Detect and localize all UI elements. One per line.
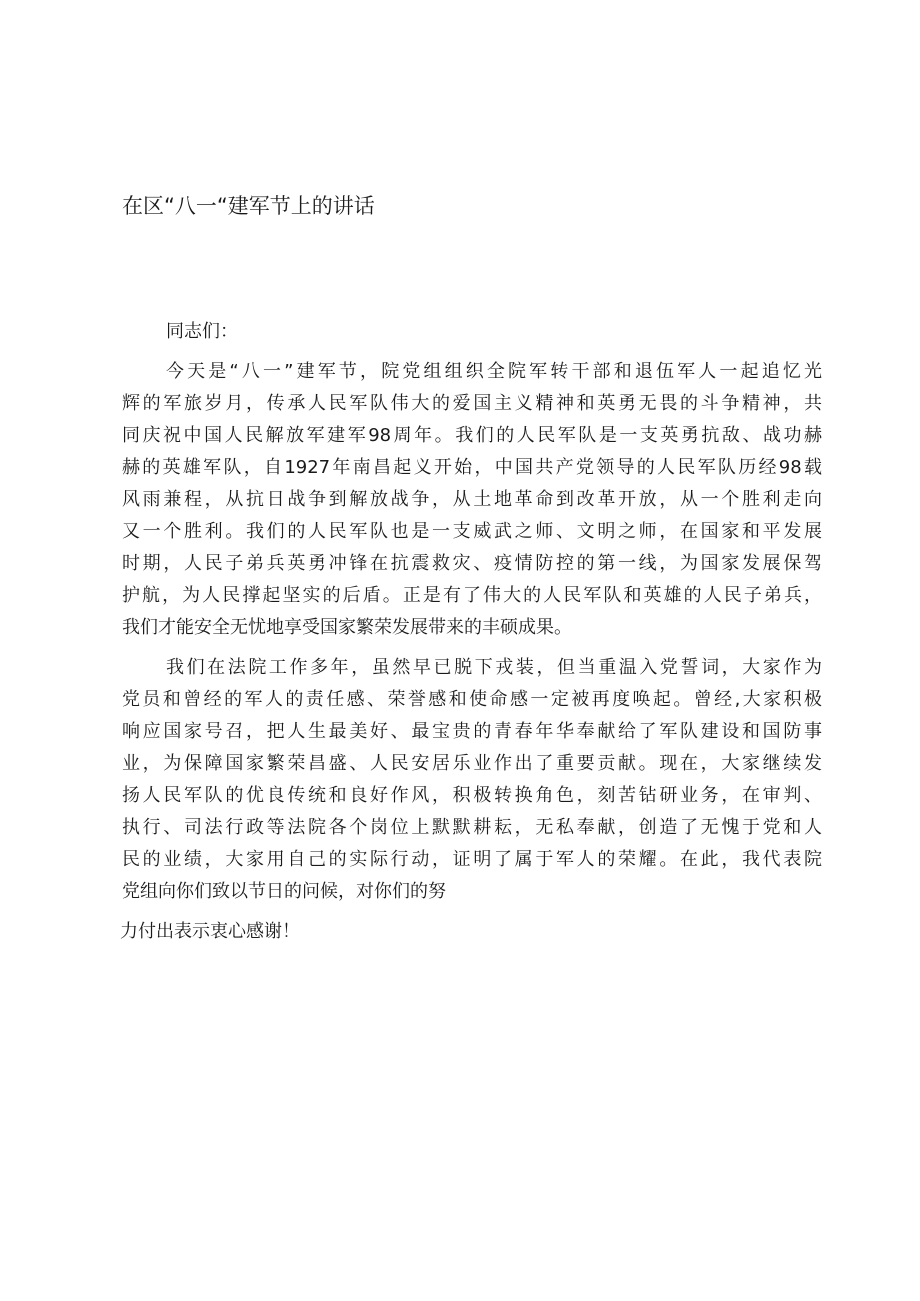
text-line: 扬人民军队的优良传统和良好作风，积极转换角色，刻苦钻研业务，在审判、 xyxy=(122,785,822,806)
text-line: 业，为保障国家繁荣昌盛、人民安居乐业作出了重要贡献。现在，大家继续发 xyxy=(122,753,822,774)
text-line: 党员和曾经的军人的责任感、荣誉感和使命感一定被再度唤起。曾经,大家积极 xyxy=(122,689,822,710)
text-line: 党组向你们致以节日的问候，对你们的努 xyxy=(122,881,446,902)
text-line: 又一个胜利。我们的人民军队也是一支威武之师、文明之师，在国家和平发展 xyxy=(122,521,822,542)
text-line: 风雨兼程，从抗日战争到解放战争，从土地革命到改革开放，从一个胜利走向 xyxy=(122,489,822,510)
document-body xyxy=(122,316,822,948)
text-line: 我们才能安全无忧地享受国家繁荣发展带来的丰硕成果。 xyxy=(122,617,572,638)
text-line: 今天是“八一”建军节，院党组组织全院军转干部和退伍军人一起追忆光 xyxy=(166,361,822,382)
text-line: 力付出表示衷心感谢！ xyxy=(120,921,300,942)
paragraph-2 xyxy=(122,652,822,948)
text-line: 时期，人民子弟兵英勇冲锋在抗震救灾、疫情防控的第一线，为国家发展保驾 xyxy=(122,553,822,574)
text-line: 民的业绩，大家用自己的实际行动，证明了属于军人的荣耀。在此，我代表院 xyxy=(122,849,822,870)
text-line: 我们在法院工作多年，虽然早已脱下戎装，但当重温入党誓词，大家作为 xyxy=(166,657,822,678)
paragraph-1 xyxy=(122,356,822,644)
text-line: 执行、司法行政等法院各个岗位上默默耕耘，无私奉献，创造了无愧于党和人 xyxy=(122,817,822,838)
text-line: 赫的英雄军队，自1927年南昌起义开始，中国共产党领导的人民军队历经98载 xyxy=(122,457,822,478)
text-line: 辉的军旅岁月，传承人民军队伟大的爱国主义精神和英勇无畏的斗争精神，共 xyxy=(122,393,822,414)
text-line: 响应国家号召，把人生最美好、最宝贵的青春年华奉献给了军队建设和国防事 xyxy=(122,721,822,742)
salutation: 同志们： xyxy=(166,321,238,342)
document-title: 在区“八一“建军节上的讲话 xyxy=(122,194,375,218)
text-line: 护航，为人民撑起坚实的后盾。正是有了伟大的人民军队和英雄的人民子弟兵， xyxy=(122,585,822,606)
text-line: 同庆祝中国人民解放军建军98周年。我们的人民军队是一支英勇抗敌、战功赫 xyxy=(122,425,822,446)
